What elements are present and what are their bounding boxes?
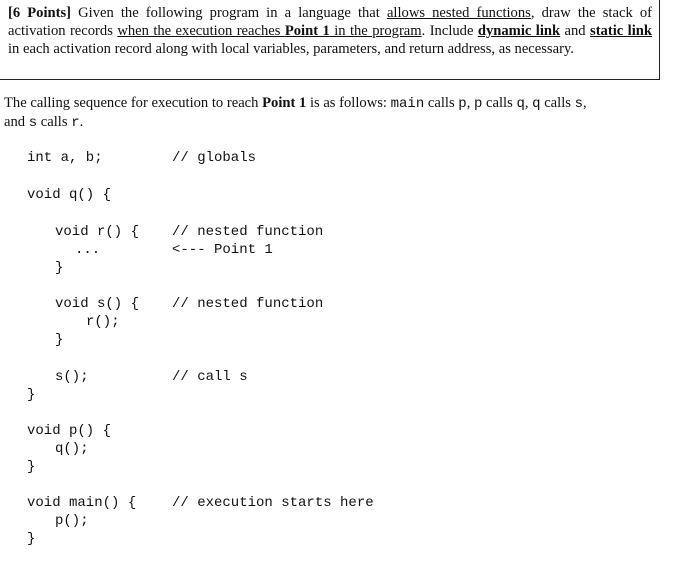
question-text: [6 Points] Given the following program in a language that allows nested functions, draw the stack of activation records when the execution reaches Point 1 in the program. Include dynamic link and static link in each activation record along with local variables, parameters, and return address, as necessary. xyxy=(8,5,652,57)
code-line: } xyxy=(55,260,64,276)
code-line: void main() { xyxy=(27,495,137,511)
code-line: p(); xyxy=(55,513,89,529)
code-line: int a, b; xyxy=(27,150,103,166)
point-1-marker: <--- Point 1 xyxy=(172,242,273,258)
points-label: [6 Points] xyxy=(8,5,72,21)
code-line: void p() { xyxy=(27,423,112,439)
code-line: s(); xyxy=(55,369,89,385)
code-comment: // globals xyxy=(172,150,257,166)
code-line: } xyxy=(27,531,36,547)
code-line: void r() { xyxy=(55,224,140,240)
code-line: ... xyxy=(75,242,101,258)
code-line: } xyxy=(27,459,36,475)
code-comment: // nested function xyxy=(172,224,324,240)
static-link-term: static link xyxy=(590,23,652,39)
code-line: void q() { xyxy=(27,187,112,203)
code-line: } xyxy=(27,387,36,403)
code-comment: // nested function xyxy=(172,296,324,312)
code-line: r(); xyxy=(86,314,120,330)
code-line: q(); xyxy=(55,441,89,457)
code-comment: // call s xyxy=(172,369,248,385)
code-line: } xyxy=(55,332,64,348)
code-comment: // execution starts here xyxy=(172,495,374,511)
calling-sequence: The calling sequence for execution to reach Point 1 is as follows: main calls p, p calls q, q calls s, and s calls r. xyxy=(4,95,587,131)
dynamic-link-term: dynamic link xyxy=(477,23,561,39)
code-line: void s() { xyxy=(55,296,140,312)
